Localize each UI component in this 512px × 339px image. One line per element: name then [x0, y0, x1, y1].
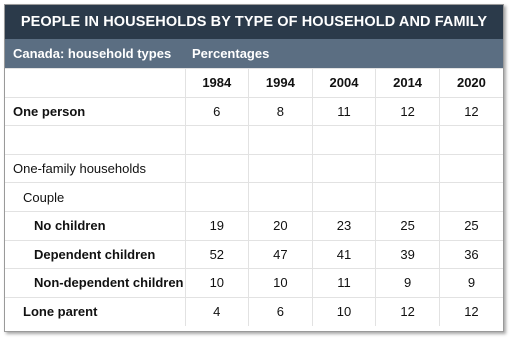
table-row: [5, 126, 503, 155]
table-cell: 11: [312, 269, 376, 298]
table-cell: [376, 126, 440, 155]
table-cell: 19: [185, 211, 249, 240]
table-cell: 9: [439, 269, 503, 298]
year-header: 1994: [249, 69, 313, 98]
table-cell: 39: [376, 240, 440, 269]
table-cell: 11: [312, 97, 376, 126]
table-row: [5, 183, 503, 212]
row-label: [5, 126, 185, 155]
table-cell: 25: [439, 211, 503, 240]
table-title: PEOPLE IN HOUSEHOLDS BY TYPE OF HOUSEHOLD AND FAMILY: [5, 5, 503, 39]
year-header-row: [5, 69, 503, 98]
year-header: 1984: [185, 69, 249, 98]
table-cell: [312, 154, 376, 183]
table-cell: 12: [439, 97, 503, 126]
table-row: [5, 240, 503, 269]
row-label: Couple: [5, 183, 185, 212]
table-cell: 6: [249, 297, 313, 326]
table-card: [4, 4, 504, 332]
table-cell: [185, 183, 249, 212]
table-cell: [312, 126, 376, 155]
table-cell: 10: [185, 269, 249, 298]
row-label: Non-dependent children: [5, 269, 185, 298]
table-cell: [185, 154, 249, 183]
table-cell: 12: [376, 97, 440, 126]
table-row: [5, 269, 503, 298]
household-table: [5, 68, 503, 326]
row-label: Lone parent: [5, 297, 185, 326]
table-cell: 6: [185, 97, 249, 126]
subheader-region-label: Canada: household types: [13, 46, 172, 61]
table-row: [5, 97, 503, 126]
table-cell: 12: [439, 297, 503, 326]
table-cell: 9: [376, 269, 440, 298]
subheader-unit-label: Percentages: [192, 46, 270, 61]
table-cell: 25: [376, 211, 440, 240]
year-header: 2014: [376, 69, 440, 98]
table-row: [5, 297, 503, 326]
table-cell: 41: [312, 240, 376, 269]
table-cell: [249, 126, 313, 155]
table-cell: [439, 154, 503, 183]
row-label: One person: [5, 97, 185, 126]
table-cell: 12: [376, 297, 440, 326]
table-row: [5, 211, 503, 240]
row-label: Dependent children: [5, 240, 185, 269]
table-row: [5, 154, 503, 183]
table-cell: 52: [185, 240, 249, 269]
year-header: 2004: [312, 69, 376, 98]
table-cell: 36: [439, 240, 503, 269]
table-cell: [249, 183, 313, 212]
table-cell: 8: [249, 97, 313, 126]
table-cell: [312, 183, 376, 212]
table-cell: [376, 183, 440, 212]
table-subheader: [5, 39, 503, 68]
table-cell: [439, 126, 503, 155]
row-label: One-family households: [5, 154, 185, 183]
year-header: 2020: [439, 69, 503, 98]
table-cell: 10: [312, 297, 376, 326]
table-cell: [249, 154, 313, 183]
table-cell: 4: [185, 297, 249, 326]
table-cell: [439, 183, 503, 212]
table-cell: 47: [249, 240, 313, 269]
corner-cell: [5, 69, 185, 98]
table-cell: 20: [249, 211, 313, 240]
table-cell: 10: [249, 269, 313, 298]
table-cell: 23: [312, 211, 376, 240]
table-cell: [376, 154, 440, 183]
table-cell: [185, 126, 249, 155]
row-label: No children: [5, 211, 185, 240]
